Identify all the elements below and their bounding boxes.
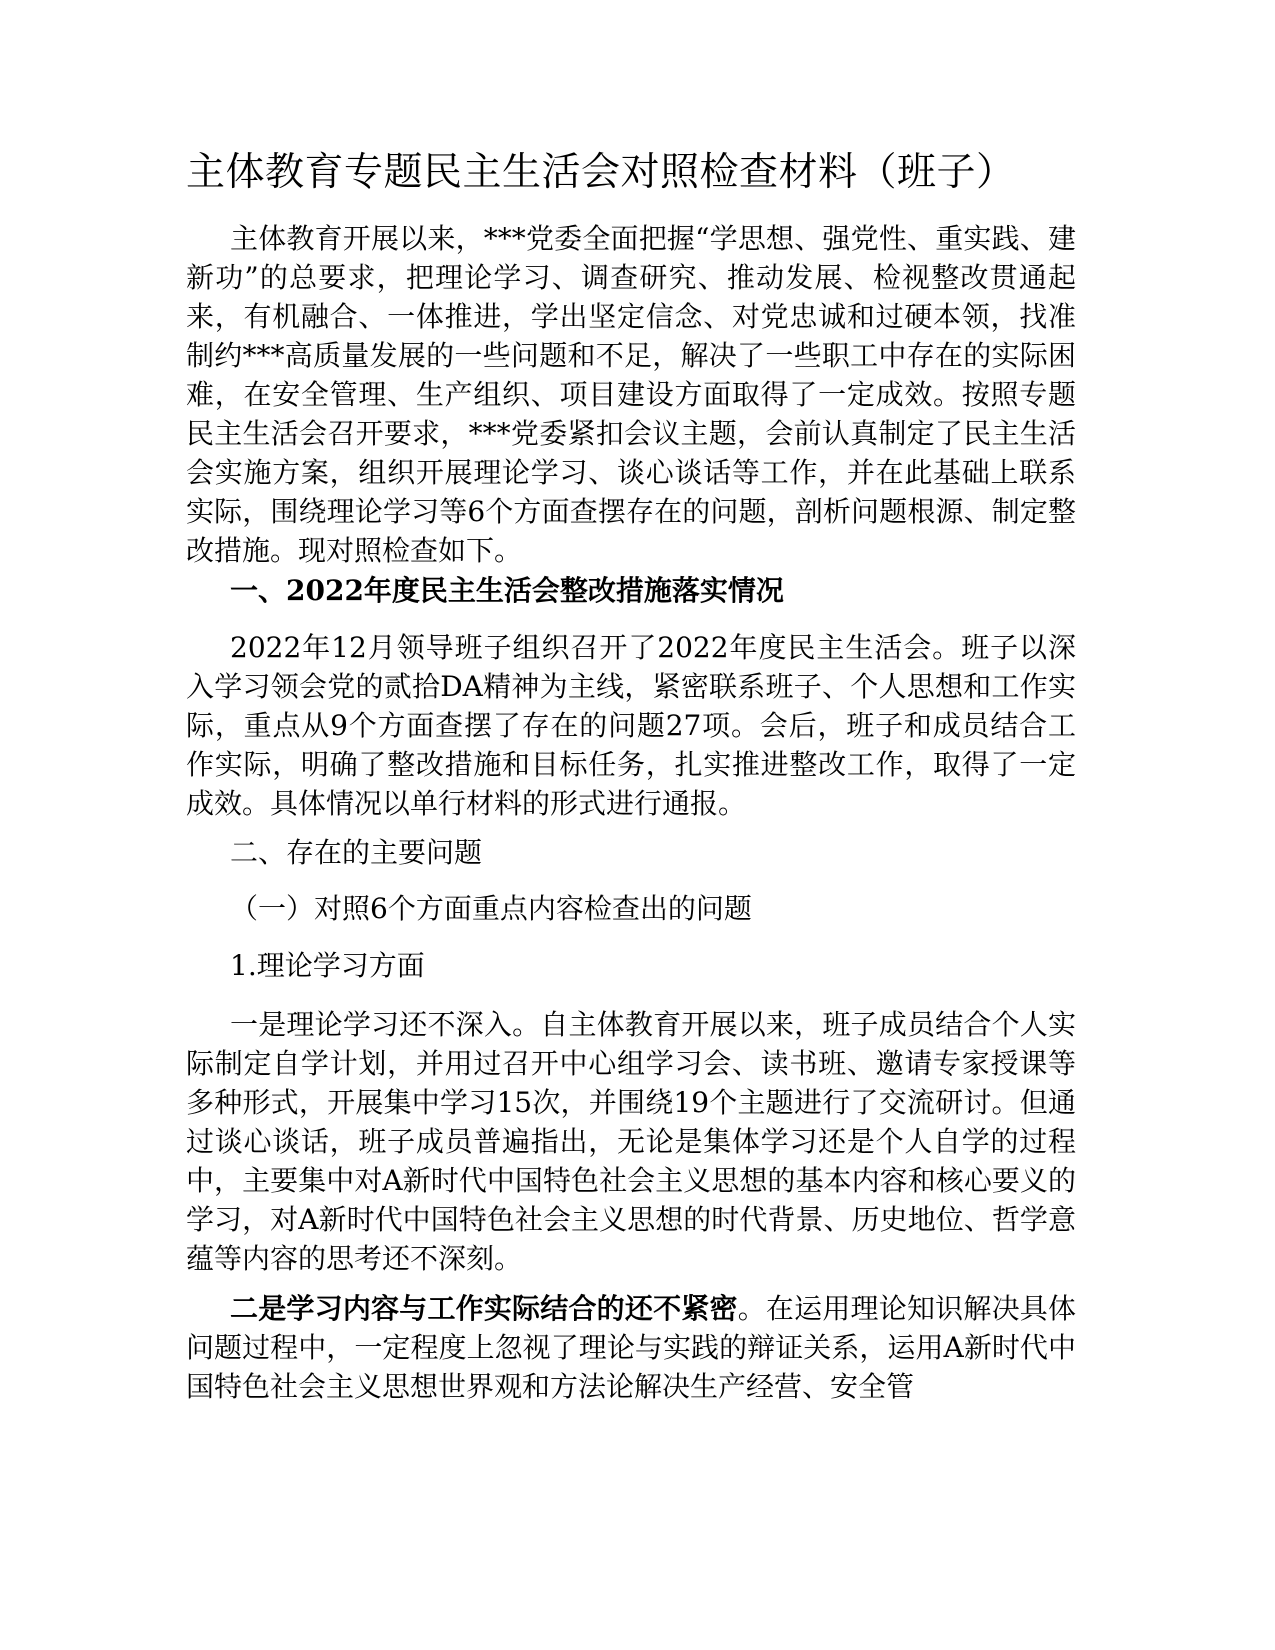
document-title: 主体教育专题民主生活会对照检查材料（班子） bbox=[186, 150, 1016, 195]
point2-lead: 二是学习内容与工作实际结合的还不紧密 bbox=[230, 1292, 738, 1325]
subsection1-heading: （一）对照6个方面重点内容检查出的问题 bbox=[230, 892, 752, 925]
point2-body: 。在运用理论知识解决具体问题过程中，一定程度上忽视了理论与实践的辩证关系，运用A新时代中国特色社会主义思想世界观和方法论解决生产经营、安全管 bbox=[186, 1292, 1076, 1403]
section1-paragraph: 2022年12月领导班子组织召开了2022年度民主生活会。班子以深入学习领会党的贰拾DA精神为主线，紧密联系班子、个人思想和工作实际，重点从9个方面查摆了存在的问题27项。会后，班子和成员结合工作实际，明确了整改措施和目标任务，扎实推进整改工作，取得了一定成效。具体情况以单行材料的形式进行通报。 bbox=[186, 631, 1076, 820]
point1-paragraph: 一是理论学习还不深入。自主体教育开展以来，班子成员结合个人实际制定自学计划，并用过召开中心组学习会、读书班、邀请专家授课等多种形式，开展集中学习15次，并围绕19个主题进行了交流研讨。但通过谈心谈话，班子成员普遍指出，无论是集体学习还是个人自学的过程中，主要集中对A新时代中国特色社会主义思想的基本内容和核心要义的学习，对A新时代中国特色社会主义思想的时代背景、历史地位、哲学意蕴等内容的思考还不深刻。 bbox=[186, 1008, 1076, 1275]
section2-heading: 二、存在的主要问题 bbox=[230, 836, 483, 869]
intro-paragraph: 主体教育开展以来，***党委全面把握“学思想、强党性、重实践、建新功”的总要求，把理论学习、调查研究、推动发展、检视整改贯通起来，有机融合、一体推进，学出坚定信念、对党忠诚和过硬本领，找准制约***高质量发展的一些问题和不足，解决了一些职工中存在的实际困难，在安全管理、生产组织、项目建设方面取得了一定成效。按照专题民主生活会召开要求，***党委紧扣会议主题，会前认真制定了民主生活会实施方案，组织开展理论学习、谈心谈话等工作，并在此基础上联系实际，围绕理论学习等6个方面查摆存在的问题，剖析问题根源、制定整改措施。现对照检查如下。 bbox=[186, 222, 1076, 567]
point2-paragraph bbox=[186, 1289, 1076, 1406]
section1-heading: 一、2022年度民主生活会整改措施落实情况 bbox=[230, 574, 784, 607]
item1-heading: 1.理论学习方面 bbox=[230, 949, 425, 982]
